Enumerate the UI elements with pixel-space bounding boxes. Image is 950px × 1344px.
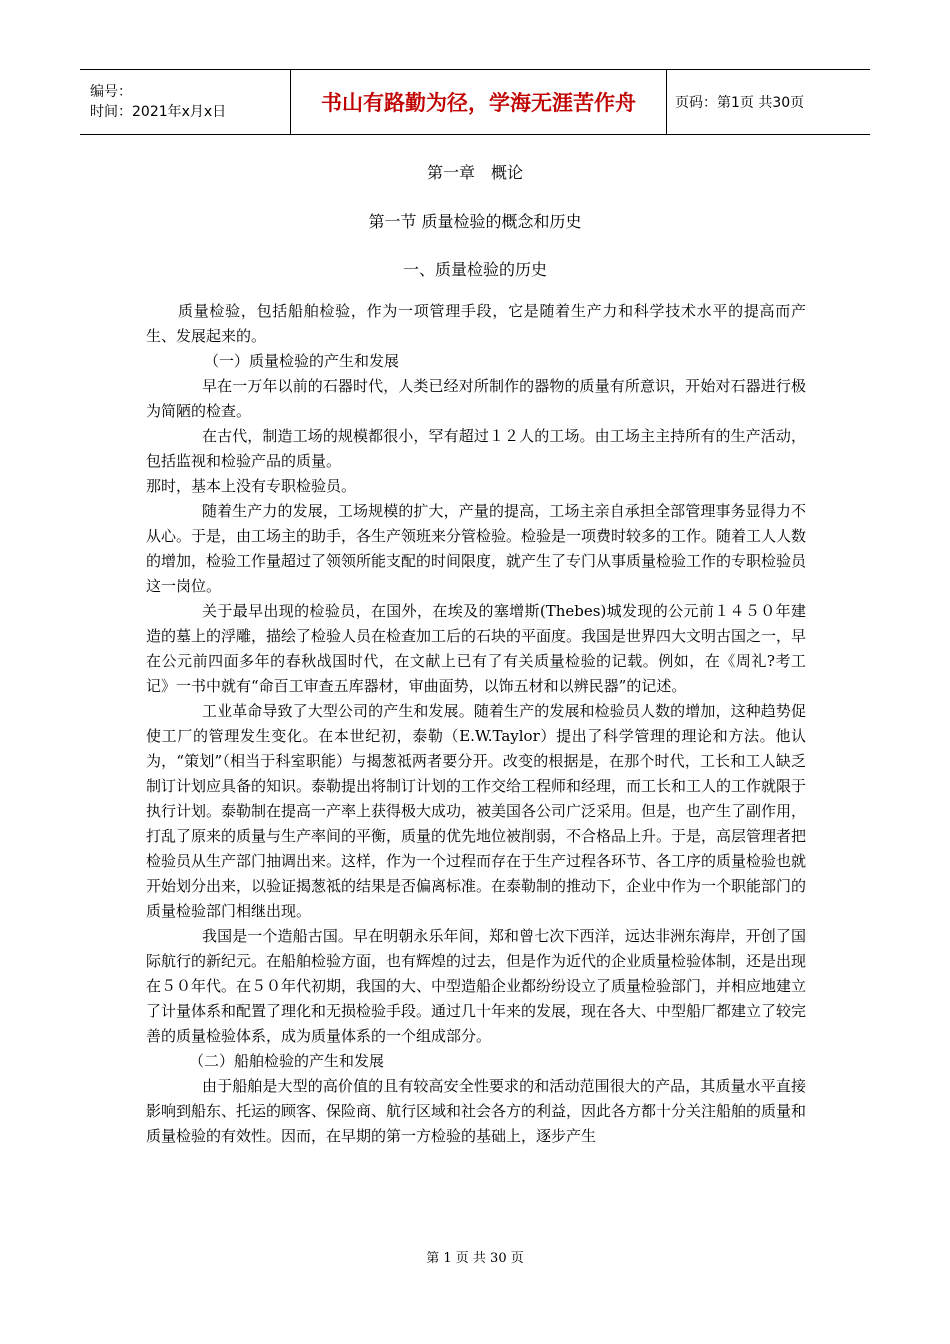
subheading: （二）船舶检验的产生和发展 — [189, 1052, 385, 1070]
time-label: 时间：2021年x月x日 — [90, 104, 227, 120]
page-footer: 第 1 页 共 30 页 — [426, 1251, 524, 1266]
subsection-title: 一、质量检验的历史 — [402, 260, 547, 279]
number-label: 编号： — [90, 84, 132, 100]
subheading: （一）质量检验的产生和发展 — [204, 352, 400, 370]
header-motto: 书山有路勤为径，学海无涯苦作舟 — [291, 70, 667, 135]
header-page-info: 页码：第1页 共30页 — [667, 70, 871, 135]
paragraph: 质量检验，包括船舶检验，作为一项管理手段，它是随着生产力和科学技术水平的提高而产生、发展起来的。 — [146, 302, 806, 345]
paragraph: 工业革命导致了大型公司的产生和发展。随着生产的发展和检验员人数的增加，这种趋势促使工厂的管理发生变化。在本世纪初，泰勒（E.W.Taylor）提出了科学管理的理论和方法。他认为，“策划”（相当于科室职能）与揭葱祗两者要分开。改变的根据是，在那个时代，工长和工人缺乏制订计划应具备的知识。泰勒提出将制订计划的工作交给工程师和经理，而工长和工人的工作就限于执行计划。泰勒制在提高一产率上获得极大成功，被美国各公司广泛采用。但是，也产生了副作用，打乱了原来的质量与生产率间的平衡，质量的优先地位被削弱，不合格品上升。于是，高层管理者把检验员从生产部门抽调出来。这样，作为一个过程而存在于生产过程各环节、各工序的质量检验也就开始划分出来，以验证揭葱祗的结果是否偏离标准。在泰勒制的推动下，企业中作为一个职能部门的质量检验部门相继出现。 — [146, 702, 807, 920]
header-table — [80, 69, 870, 135]
chapter-title: 第一章 概论 — [426, 163, 523, 182]
paragraph: 在古代，制造工场的规模都很小，罕有超过１２人的工场。由工场主主持所有的生产活动，包括监视和检验产品的质量。 — [146, 427, 806, 470]
paragraph: 随着生产力的发展，工场规模的扩大，产量的提高，工场主亲自承担全部管理事务显得力不从心。于是，由工场主的助手，各生产领班来分管检验。检验是一项费时较多的工作。随着工人人数的增加，检验工作量超过了领领所能支配的时间限度，就产生了专门从事质量检验工作的专职检验员这一岗位。 — [146, 502, 807, 595]
paragraph: 关于最早出现的检验员，在国外，在埃及的塞增斯(Thebes)城发现的公元前１４５０年建造的墓上的浮雕，描绘了检验人员在检查加工后的石块的平面度。我国是世界四大文明古国之一，早在公元前四面多年的春秋战国时代，在文献上已有了有关质量检验的记载。例如，在《周礼?考工记》一书中就有“命百工审查五库器材，审曲面势，以饰五材和以辨民器”的记述。 — [146, 602, 807, 695]
document-body — [146, 299, 806, 1149]
section-title: 第一节 质量检验的概念和历史 — [368, 212, 582, 231]
paragraph: 早在一万年以前的石器时代，人类已经对所制作的器物的质量有所意识，开始对石器进行极为简陋的检查。 — [146, 377, 806, 420]
paragraph: 由于船舶是大型的高价值的且有较高安全性要求的和活动范围很大的产品，其质量水平直接影响到船东、托运的顾客、保险商、航行区域和社会各方的利益，因此各方都十分关注船舶的质量和质量检验的有效性。因而，在早期的第一方检验的基础上，逐步产生 — [146, 1077, 807, 1145]
paragraph: 我国是一个造船古国。早在明朝永乐年间，郑和曾七次下西洋，远达非洲东海岸，开创了国际航行的新纪元。在船舶检验方面，也有辉煌的过去，但是作为近代的企业质量检验体制，还是出现在５０年代。在５０年代初期，我国的大、中型造船企业都纷纷设立了质量检验部门，并相应地建立了计量体系和配置了理化和无损检验手段。通过几十年来的发展，现在各大、中型船厂都建立了较完善的质量检验体系，成为质量体系的一个组成部分。 — [146, 927, 807, 1045]
paragraph: 那时，基本上没有专职检验员。 — [146, 477, 357, 495]
header-left-cell — [80, 70, 291, 135]
